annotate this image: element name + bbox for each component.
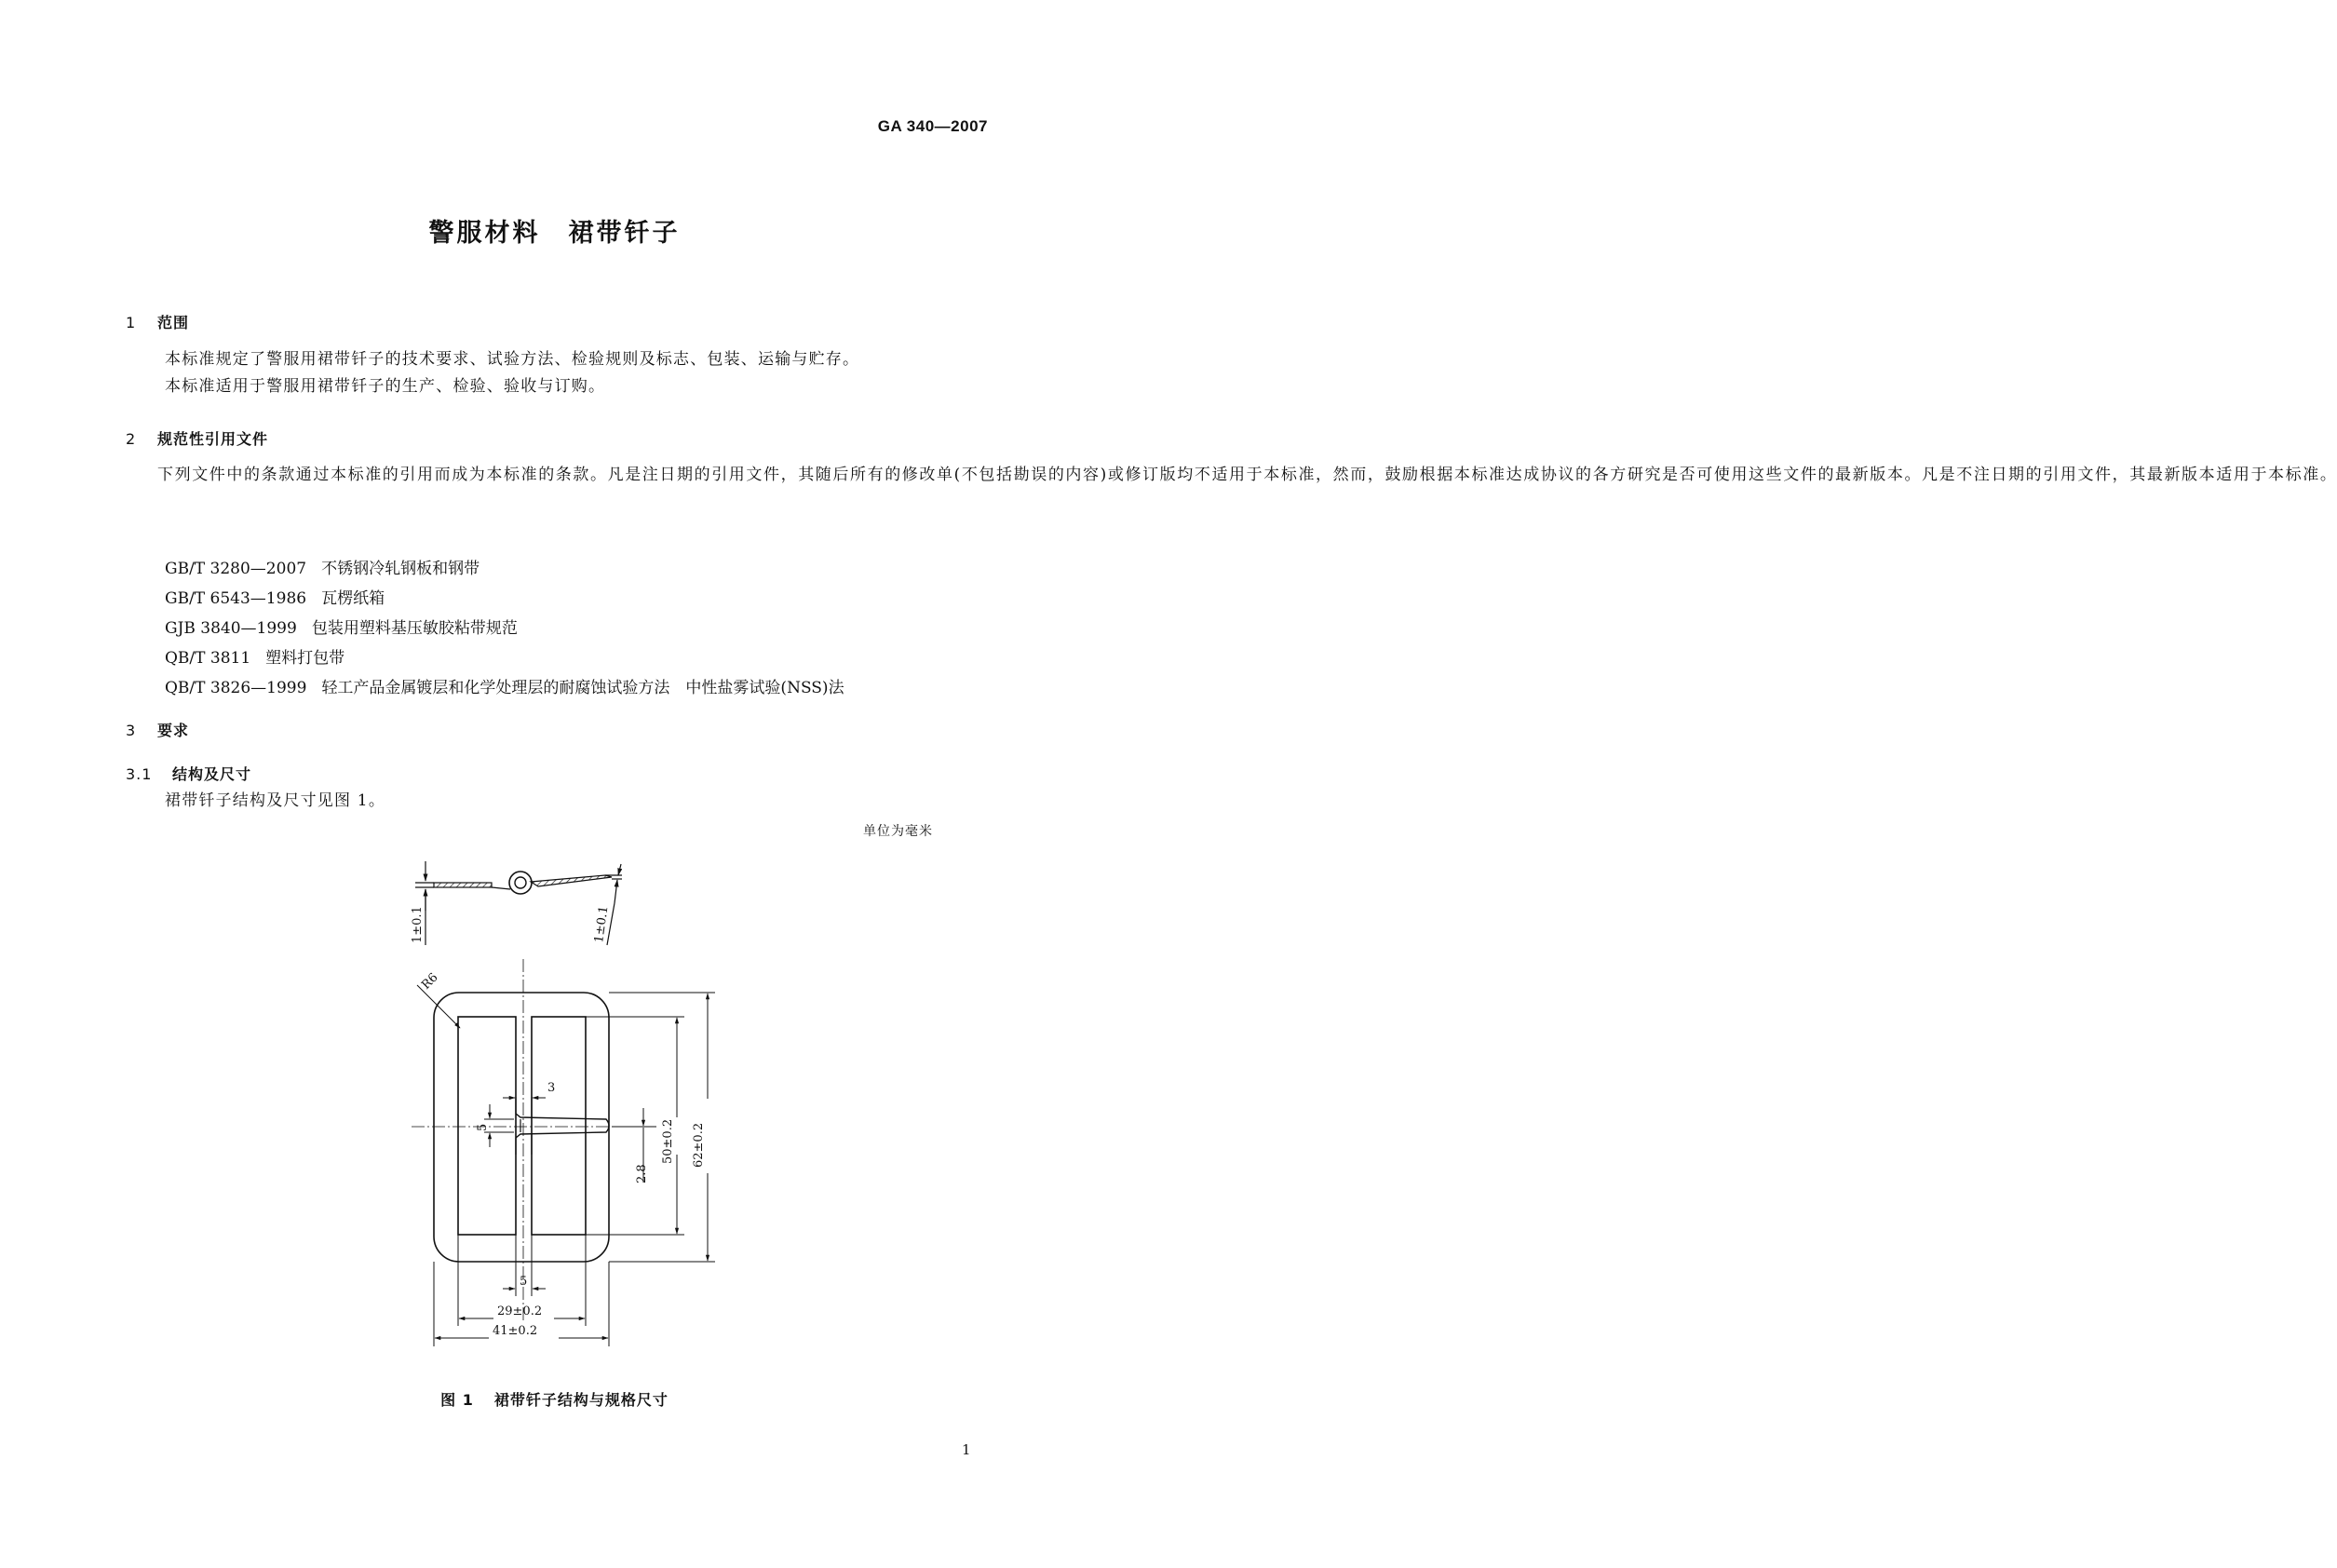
dim-inner-height: 50±0.2 <box>661 1118 675 1164</box>
section-title: 结构及尺寸 <box>172 765 252 783</box>
paragraph: 下列文件中的条款通过本标准的引用而成为本标准的条款。凡是注日期的引用文件，其随后所有的修改单(不包括勘误的内容)或修订版均不适用于本标准，然而，鼓励根据本标准达成协议的各方研究是否可使用这些文件的最新版本。凡是不注日期的引用文件，其最新版本适用于本标准。 <box>157 466 2337 484</box>
reference-code: QB/T 3826—1999 <box>165 679 307 697</box>
section-number: 3 <box>126 722 137 739</box>
buckle-window-right <box>532 1017 586 1235</box>
side-view <box>415 861 622 945</box>
reference-code: QB/T 3811 <box>165 649 251 668</box>
section-number: 2 <box>126 430 137 448</box>
reference-title: 包装用塑料基压敏胶粘带规范 <box>311 619 518 638</box>
page-title: 警服材料 裙带钎子 <box>428 219 681 248</box>
reference-code: GB/T 3280—2007 <box>165 560 307 578</box>
figure-number: 图 1 <box>440 1391 474 1409</box>
paragraph: 裙带钎子结构及尺寸见图 1。 <box>165 791 386 810</box>
standard-code: GA 340—2007 <box>877 117 988 135</box>
section-number: 1 <box>126 314 137 331</box>
dim-outer-width: 41±0.2 <box>493 1324 538 1338</box>
dim-pin-height: 5 <box>476 1123 490 1131</box>
reference-title: 瓦楞纸箱 <box>321 589 385 608</box>
dim-pin-width: 3 <box>547 1081 556 1095</box>
reference-code: GB/T 6543—1986 <box>165 589 307 608</box>
side-bar-left-taper <box>492 887 510 889</box>
dim-inner-width: 29±0.2 <box>497 1304 543 1318</box>
dim-radius: R6 <box>419 970 441 993</box>
dim-center-gap: 5 <box>520 1275 528 1289</box>
reference-code: GJB 3840—1999 <box>165 619 297 638</box>
buckle-outer-frame <box>434 993 609 1262</box>
unit-note: 单位为毫米 <box>863 824 933 839</box>
dim-outer-height: 62±0.2 <box>692 1122 706 1168</box>
dim-thickness-right: 1±0.1 <box>592 905 612 944</box>
section-title: 要求 <box>157 722 190 739</box>
side-bar-left <box>434 883 492 887</box>
paragraph: 本标准适用于警服用裙带钎子的生产、检验、验收与订购。 <box>165 377 606 396</box>
figure-title: 裙带钎子结构与规格尺寸 <box>493 1391 669 1409</box>
side-bar-right <box>531 875 612 886</box>
side-ring <box>509 872 532 894</box>
reference-title: 塑料打包带 <box>265 649 345 668</box>
section-title: 规范性引用文件 <box>157 430 269 448</box>
paragraph: 本标准规定了警服用裙带钎子的技术要求、试验方法、检验规则及标志、包装、运输与贮存。 <box>165 350 860 369</box>
buckle-prong <box>516 1114 609 1138</box>
page-number: 1 <box>962 1441 971 1458</box>
reference-title: 不锈钢冷轧钢板和钢带 <box>321 560 480 578</box>
section-title: 范围 <box>157 314 190 331</box>
dim-thickness-left: 1±0.1 <box>411 906 425 943</box>
figure-caption <box>0 1388 1109 1410</box>
section-number: 3.1 <box>126 765 153 783</box>
side-ring-inner <box>515 877 526 888</box>
dim-pin-offset: 2.8 <box>635 1164 649 1183</box>
reference-title: 轻工产品金属镀层和化学处理层的耐腐蚀试验方法 中性盐雾试验(NSS)法 <box>321 679 844 697</box>
